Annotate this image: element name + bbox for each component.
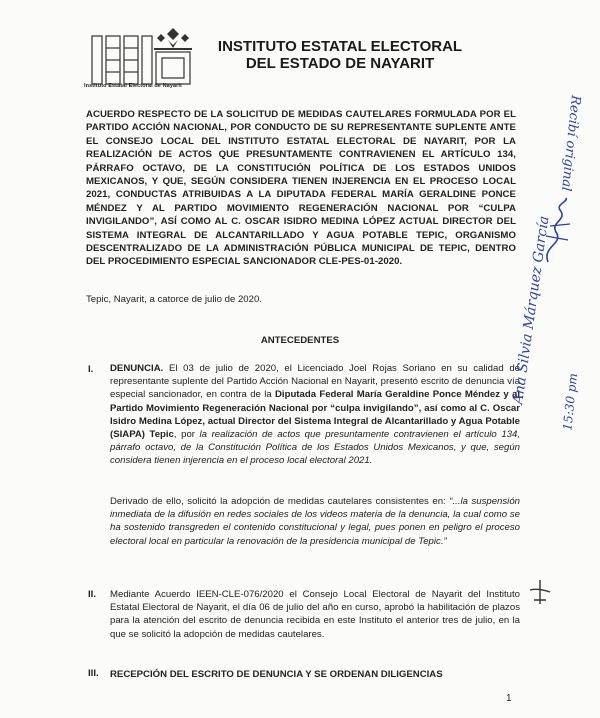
institution-title-line2: DEL ESTADO DE NAYARIT bbox=[245, 55, 435, 72]
handwritten-received: Recibí original bbox=[557, 94, 583, 192]
item1-bold: Diputada Federal María Geraldine Ponce Méndez y al Partido Movimiento Regeneración Nacional por “culpa invigilando”, así como al C. Oscar Isidro Medina López, actual Director del Sistema Integral de Alcantarillado y Agua Potable (SIAPA) Tepic bbox=[110, 389, 520, 441]
institution-title bbox=[210, 38, 470, 72]
handwritten-mark bbox=[528, 578, 552, 606]
place-date: Tepic, Nayarit, a catorce de julio de 2020. bbox=[86, 294, 262, 305]
item1-p2-italic: “...la suspensión inmediata de la difusión en redes sociales de los videos materia de la denuncia, la cual como se ha sostenido transgreden el contenido constitucional y legal, pues ponen en peligro el proceso electoral local en particular la renovación de la presidencia municipal de Tepic.” bbox=[110, 496, 520, 547]
item3-numeral: III. bbox=[88, 668, 99, 679]
item1-paragraph2 bbox=[110, 495, 520, 548]
item1-numeral: I. bbox=[88, 364, 94, 375]
item3-heading: RECEPCIÓN DEL ESCRITO DE DENUNCIA Y SE ORDENAN DILIGENCIAS bbox=[110, 669, 443, 680]
handwritten-time: 15:30 pm bbox=[560, 372, 581, 432]
logo-caption: Instituto Estatal Electoral de Nayarit bbox=[84, 83, 182, 89]
handwritten-name: Ana Silvia Márquez García bbox=[510, 214, 553, 406]
item2-paragraph: Mediante Acuerdo IEEN-CLE-076/2020 el Consejo Local Electoral de Nayarit del Instituto Estatal Electoral de Nayarit, el día 06 de julio del año en curso, aprobó la habilitación de plazos para la atención del escrito de denuncia recibida en este Instituto el anterior tres de julio, en la que se solicitó la adopción de medidas cautelares. bbox=[110, 589, 520, 640]
item2-numeral: II. bbox=[88, 589, 96, 600]
item1-text1: El 03 de julio de 2020, el Licenciado Joel Rojas Soriano en su calidad de representante suplente del Partido Acción Nacional en Nayarit, presentó escrito de denuncia vía especial sancionador, en contra de la bbox=[110, 363, 520, 401]
item1-text2: , por bbox=[173, 429, 200, 441]
institution-title-line1: INSTITUTO ESTATAL ELECTORAL bbox=[217, 38, 463, 55]
item1-p2-normal: Derivado de ello, solicitó la adopción de medidas cautelares consistentes en: bbox=[110, 496, 450, 507]
acuerdo-title: ACUERDO RESPECTO DE LA SOLICITUD DE MEDIDAS CAUTELARES FORMULADA POR EL PARTIDO ACCIÓN NACIONAL, POR CONDUCTO DE SU REPRESENTANTE SUPLENTE ANTE EL CONSEJO LOCAL DEL INSTITUTO ESTATAL ELECTORAL DE NAYARIT, POR LA REALIZACIÓN DE ACTOS QUE PRESUNTAMENTE CONTRAVIENEN EL ARTÍCULO 134, PÁRRAFO OCTAVO, DE LA CONSTITUCIÓN POLÍTICA DE LOS ESTADOS UNIDOS MEXICANOS, Y QUE, SEGÚN CONSIDERA TIENEN INJERENCIA EN EL PROCESO LOCAL 2021, CONDUCTAS ATRIBUIDAS A LA DIPUTADA FEDERAL MARÍA GERALDINE PONCE MÉNDEZ Y AL PARTIDO MOVIMIENTO REGENERACIÓN NACIONAL POR “CULPA INVIGILANDO”, ASÍ COMO AL C. OSCAR ISIDRO MEDINA LÓPEZ ACTUAL DIRECTOR DEL SISTEMA INTEGRAL DE ALCANTARILLADO Y AGUA POTABLE TEPIC, ORGANISMO DESCENTRALIZADO DE LA ADMINISTRACIÓN PÚBLICA MUNICIPAL DE TEPIC, DENTRO DEL PROCEDIMIENTO ESPECIAL SANCIONADOR CLE-PES-01-2020. bbox=[86, 109, 516, 268]
page-number: 1 bbox=[506, 693, 512, 704]
item1-paragraph bbox=[110, 362, 520, 468]
item1-lead: DENUNCIA. bbox=[110, 363, 164, 374]
handwritten-signature bbox=[538, 196, 578, 266]
section-heading: ANTECEDENTES bbox=[260, 335, 340, 346]
item1-italic: la realización de actos que presuntamente contravienen el artículo 134, párrafo octavo, de la Constitución Política de los Estados Unidos Mexicanos, y que, según considera tienen injerencia en el proceso local electoral 2021. bbox=[110, 429, 520, 467]
